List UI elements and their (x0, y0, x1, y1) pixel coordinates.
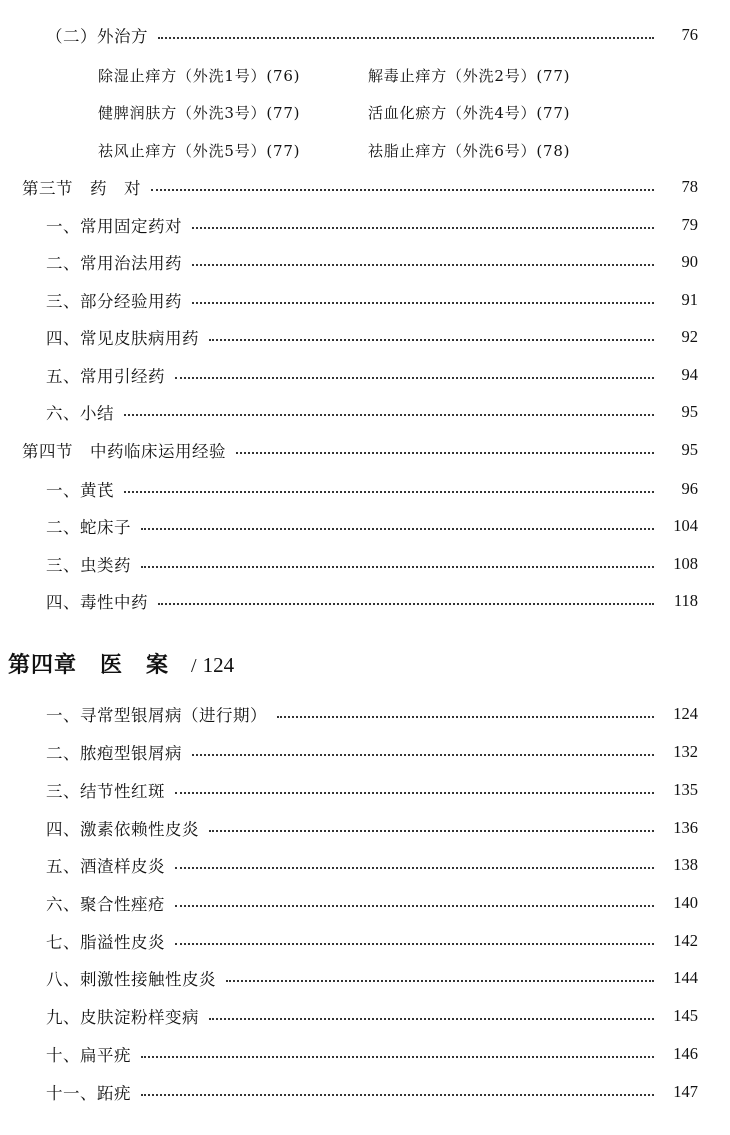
toc-entry-page: 118 (673, 591, 698, 610)
dot-leader (141, 1094, 654, 1096)
toc-entry-page: 96 (681, 479, 698, 498)
toc-entry-title: （二）外治方 (46, 27, 148, 46)
toc-section-page: 78 (681, 177, 698, 196)
dot-leader (124, 414, 654, 416)
toc-entry (0, 322, 730, 352)
dot-leader (141, 566, 654, 568)
toc-entry (0, 926, 730, 956)
toc-entry-page: 145 (673, 1006, 698, 1025)
dot-leader (141, 1056, 654, 1058)
toc-entry-page: 146 (673, 1044, 698, 1063)
toc-entry (0, 586, 730, 616)
toc-entry-title: 十、扁平疣 (46, 1046, 131, 1065)
formula-entry: 祛风止痒方（外洗5号）(77) (98, 142, 301, 160)
toc-entry (0, 813, 730, 843)
dot-leader (175, 792, 654, 794)
toc-entry-title: 十一、跖疣 (46, 1084, 131, 1103)
toc-entry (0, 360, 730, 390)
chapter-heading (8, 648, 234, 679)
dot-leader (192, 264, 654, 266)
toc-entry-page: 132 (673, 742, 698, 761)
toc-section-page: 95 (681, 440, 698, 459)
toc-entry-page: 136 (673, 818, 698, 837)
toc-entry-page: 91 (681, 290, 698, 309)
toc-entry-title: 一、寻常型银屑病（进行期） (46, 706, 267, 725)
toc-entry (0, 1039, 730, 1069)
chapter-title: 第四章 医 案 (8, 652, 170, 678)
toc-entry-title: 一、常用固定药对 (46, 217, 182, 236)
toc-entry (0, 1077, 730, 1107)
toc-entry (0, 850, 730, 880)
toc-entry-title: 三、虫类药 (46, 556, 131, 575)
toc-entry (0, 511, 730, 541)
dot-leader (151, 189, 654, 191)
formula-entry: 祛脂止痒方（外洗6号）(78) (368, 142, 571, 160)
toc-entry-page: 144 (673, 968, 698, 987)
toc-entry-page: 104 (673, 516, 698, 535)
dot-leader (209, 1018, 654, 1020)
formula-entry: 活血化瘀方（外洗4号）(77) (368, 104, 571, 122)
toc-entry-page: 138 (673, 855, 698, 874)
toc-entry (0, 699, 730, 729)
toc-section-title: 第三节 药 对 (22, 179, 141, 198)
toc-entry (0, 549, 730, 579)
formula-entry: 除湿止痒方（外洗1号）(76) (98, 67, 301, 85)
toc-entry (0, 397, 730, 427)
toc-entry-title: 八、刺激性接触性皮炎 (46, 970, 216, 989)
toc-entry-external-treatment (0, 20, 730, 50)
toc-entry-title: 三、结节性红斑 (46, 782, 165, 801)
dot-leader (175, 943, 654, 945)
formula-entry: 解毒止痒方（外洗2号）(77) (368, 67, 571, 85)
toc-entry (0, 247, 730, 277)
chapter-separator: / (191, 655, 197, 677)
toc-entry (0, 963, 730, 993)
toc-entry-title: 四、激素依赖性皮炎 (46, 820, 199, 839)
toc-entry-title: 四、常见皮肤病用药 (46, 329, 199, 348)
toc-entry-page: 92 (681, 327, 698, 346)
toc-entry-title: 四、毒性中药 (46, 593, 148, 612)
toc-section-title: 第四节 中药临床运用经验 (22, 442, 226, 461)
toc-entry-title: 九、皮肤淀粉样变病 (46, 1008, 199, 1027)
toc-entry-page: 108 (673, 554, 698, 573)
toc-entry-page: 124 (673, 704, 698, 723)
toc-entry-title: 二、蛇床子 (46, 518, 131, 537)
toc-entry-title: 六、聚合性痤疮 (46, 895, 165, 914)
dot-leader (209, 830, 654, 832)
toc-entry-page: 95 (681, 402, 698, 421)
dot-leader (192, 754, 654, 756)
toc-section-4 (0, 435, 730, 465)
dot-leader (226, 980, 654, 982)
toc-entry-page: 140 (673, 893, 698, 912)
dot-leader (158, 37, 654, 39)
dot-leader (209, 339, 654, 341)
dot-leader (175, 905, 654, 907)
formula-entry: 健脾润肤方（外洗3号）(77) (98, 104, 301, 122)
toc-entry-page: 79 (681, 215, 698, 234)
toc-entry (0, 474, 730, 504)
toc-entry-title: 七、脂溢性皮炎 (46, 933, 165, 952)
dot-leader (158, 603, 654, 605)
toc-section-3 (0, 172, 730, 202)
toc-entry (0, 888, 730, 918)
toc-entry-title: 五、常用引经药 (46, 367, 165, 386)
dot-leader (175, 377, 654, 379)
toc-entry (0, 285, 730, 315)
dot-leader (192, 302, 654, 304)
toc-entry-page: 76 (681, 25, 698, 44)
toc-entry (0, 737, 730, 767)
toc-entry-title: 六、小结 (46, 404, 114, 423)
toc-entry-page: 90 (681, 252, 698, 271)
toc-entry-page: 135 (673, 780, 698, 799)
toc-entry (0, 775, 730, 805)
toc-entry-title: 五、酒渣样皮炎 (46, 857, 165, 876)
toc-entry (0, 210, 730, 240)
toc-entry-title: 二、常用治法用药 (46, 254, 182, 273)
dot-leader (175, 867, 654, 869)
toc-entry-page: 142 (673, 931, 698, 950)
toc-entry (0, 1001, 730, 1031)
toc-entry-title: 二、脓疱型银屑病 (46, 744, 182, 763)
dot-leader (192, 227, 654, 229)
dot-leader (277, 716, 654, 718)
dot-leader (236, 452, 654, 454)
dot-leader (124, 491, 654, 493)
dot-leader (141, 528, 654, 530)
toc-entry-title: 三、部分经验用药 (46, 292, 182, 311)
toc-entry-page: 147 (673, 1082, 698, 1101)
toc-entry-page: 94 (681, 365, 698, 384)
chapter-page: 124 (202, 653, 235, 677)
toc-entry-title: 一、黄芪 (46, 481, 114, 500)
